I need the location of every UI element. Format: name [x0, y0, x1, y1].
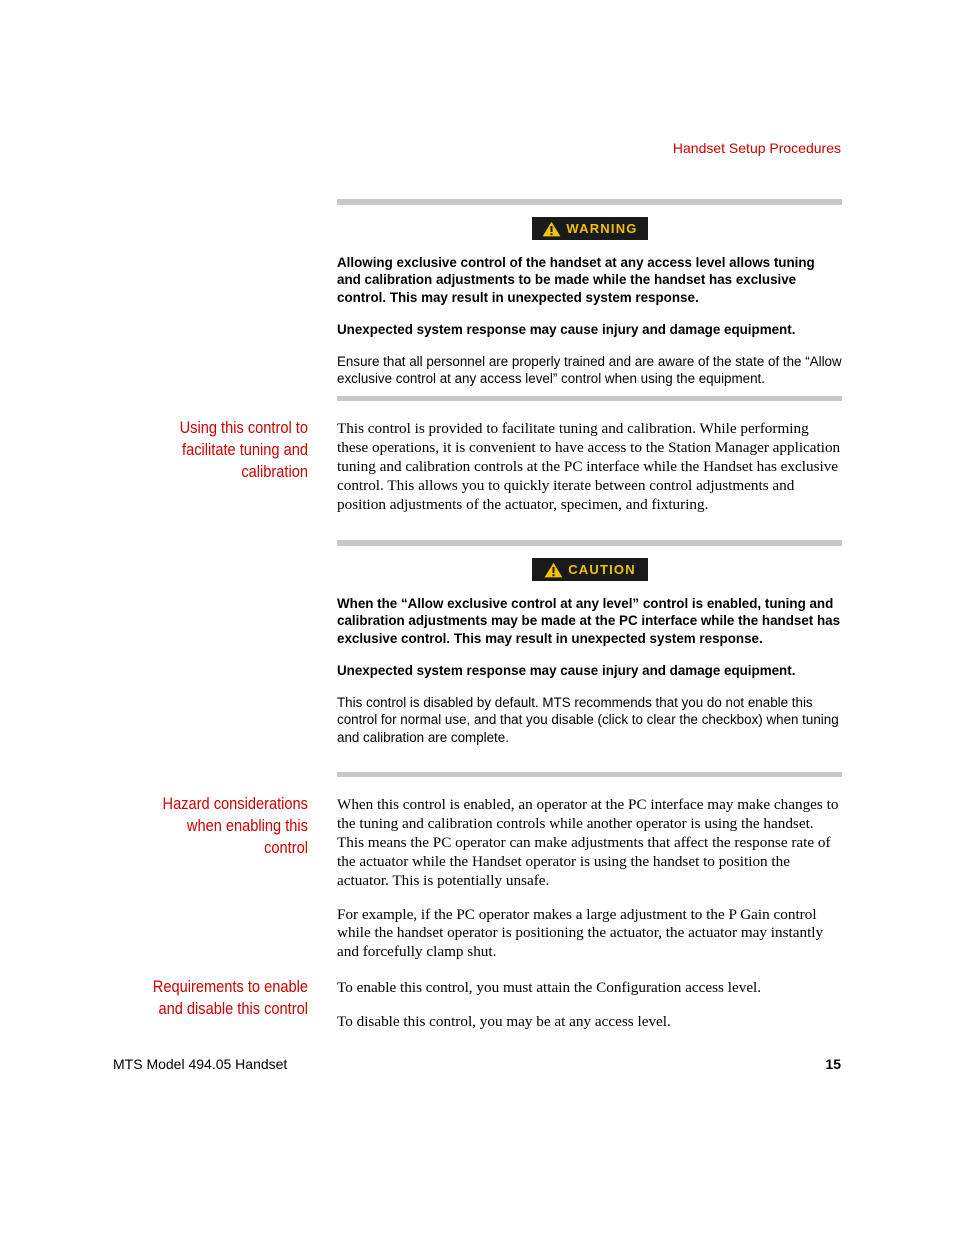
warning-consequence: Unexpected system response may cause injury and damage equipment. [337, 321, 796, 337]
caution-badge-label: CAUTION [568, 562, 636, 577]
paragraph: To disable this control, you may be at any access level. [337, 1012, 671, 1030]
warning-badge [532, 217, 648, 240]
warning-top-rule [337, 199, 842, 205]
section-body-tuning [337, 420, 842, 515]
footer-document-title: MTS Model 494.05 Handset [113, 1056, 288, 1072]
paragraph: When this control is enabled, an operator at the PC interface may make changes to the tuning and calibration controls while another operator is using the handset. This means the PC operator can make adjustments that affect the response rate of the actuator while the Handset operator is using the handset to position the actuator. This is potentially unsafe. [337, 796, 839, 889]
caution-notice [337, 595, 842, 746]
caution-consequence: Unexpected system response may cause injury and damage equipment. [337, 662, 796, 678]
caution-bottom-rule [337, 772, 842, 777]
warning-instruction: Ensure that all personnel are properly trained and are aware of the state of the “Allow exclusive control at any access level” control when using the equipment. [337, 354, 842, 387]
caution-statement: When the “Allow exclusive control at any level” control is enabled, tuning and calibration adjustments may be made at the PC interface while the handset has exclusive control. This may result in unexpected system response. [337, 596, 841, 646]
paragraph: For example, if the PC operator makes a large adjustment to the P Gain control while the handset operator is positioning the actuator, the actuator may instantly and forcefully clamp shut. [337, 905, 824, 961]
warning-bottom-rule [337, 396, 842, 401]
warning-notice [337, 254, 842, 388]
paragraph: To enable this control, you must attain the Configuration access level. [337, 979, 762, 996]
section-heading-hazard: Hazard considerations when enabling this control [162, 794, 308, 857]
section-heading-requirements: Requirements to enable and disable this control [152, 977, 308, 1018]
running-head: Handset Setup Procedures [672, 140, 841, 156]
section-heading-tuning: Using this control to facilitate tuning and calibration [179, 418, 308, 481]
section-body-hazard [337, 796, 842, 962]
caution-badge [532, 558, 648, 581]
page-number: 15 [825, 1056, 841, 1072]
warning-statement: Allowing exclusive control of the handset at any access level allows tuning and calibration adjustments to be made while the handset has exclusive control. This may result in unexpected system response. [337, 255, 815, 305]
warning-badge-label: WARNING [566, 221, 638, 236]
caution-instruction: This control is disabled by default. MTS recommends that you do not enable this control for normal use, and that you disable (click to clear the checkbox) when tuning and calibration are complete. [337, 695, 839, 745]
section-body-requirements [337, 979, 842, 1032]
warning-triangle-icon [544, 562, 563, 578]
paragraph: This control is provided to facilitate tuning and calibration. While performing these operations, it is convenient to have access to the Station Manager application tuning and calibration controls at the PC interface while the Handset has exclusive control. This allows you to quickly iterate between control adjustments and position adjustments of the actuator, specimen, and fixturing. [337, 420, 841, 513]
caution-top-rule [337, 540, 842, 546]
warning-triangle-icon [542, 221, 561, 237]
